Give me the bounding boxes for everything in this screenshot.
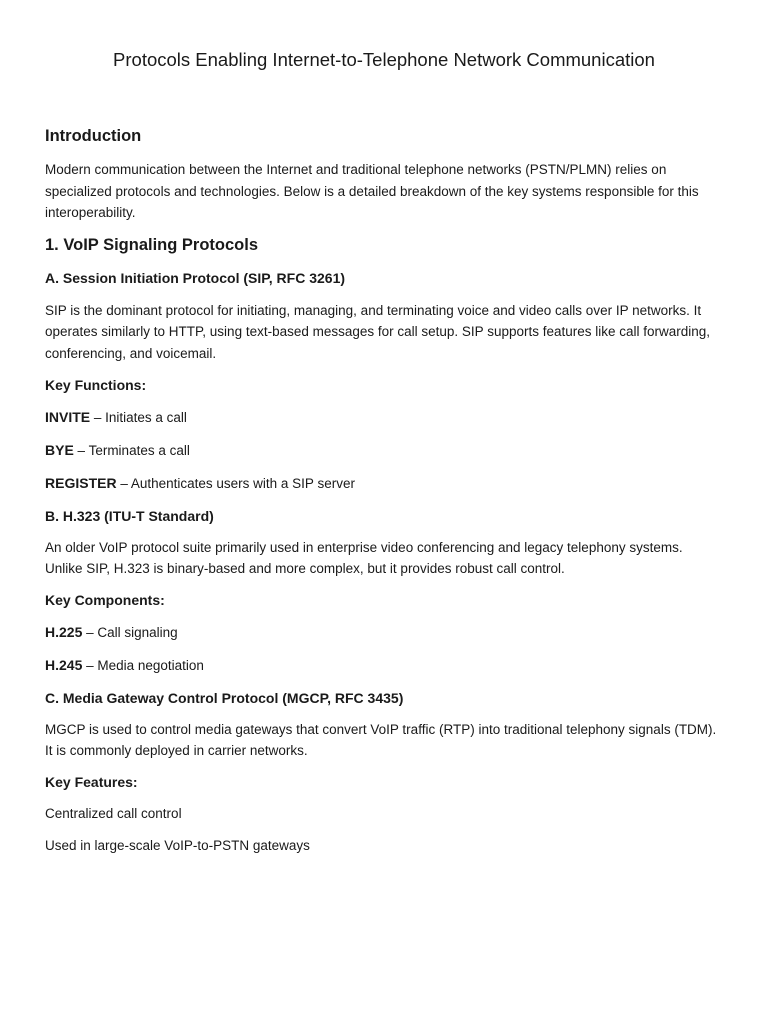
h323-component-desc: – Media negotiation [82,657,204,673]
h323-component-term: H.245 [45,656,83,673]
sip-key-functions-heading: Key Functions: [45,376,147,393]
voip-signaling-heading: 1. VoIP Signaling Protocols [45,235,259,254]
mgcp-key-features-heading: Key Features: [45,773,138,790]
sip-function-desc: – Initiates a call [90,409,187,425]
document-title: Protocols Enabling Internet-to-Telephone Network Communication [113,49,655,70]
h323-paragraph: An older VoIP protocol suite primarily used in enterprise video conferencing and legacy telephony systems. Unlike SIP, H.323 is binary-based and more complex, but it provides robust call control. [45,539,683,577]
h323-key-components-heading: Key Components: [45,591,165,608]
mgcp-paragraph: MGCP is used to control media gateways that convert VoIP traffic (RTP) into traditional telephony signals (TDM). It is commonly deployed in carrier networks. [45,721,717,759]
h323-component-desc: – Call signaling [82,624,178,640]
introduction-paragraph: Modern communication between the Internet and traditional telephone networks (PSTN/PLMN) relies on specialized protocols and technologies. Below is a detailed breakdown of the key systems responsible for this interoperability. [45,162,699,221]
h323-heading: B. H.323 (ITU-T Standard) [45,507,214,524]
mgcp-heading: C. Media Gateway Control Protocol (MGCP, RFC 3435) [45,689,404,706]
sip-function-term: BYE [45,441,74,458]
h323-component-item [45,655,723,676]
h323-component-term: H.225 [45,623,83,640]
sip-function-desc: – Terminates a call [73,442,190,458]
sip-paragraph: SIP is the dominant protocol for initiating, managing, and terminating voice and video calls over IP networks. It operates similarly to HTTP, using text-based messages for call setup. SIP supports features like call forwarding, conferencing, and voicemail. [45,302,711,361]
sip-function-term: REGISTER [45,474,117,491]
mgcp-feature-item: Centralized call control [45,805,182,821]
mgcp-feature-item: Used in large-scale VoIP-to-PSTN gateways [45,837,310,853]
sip-heading: A. Session Initiation Protocol (SIP, RFC 3261) [45,269,346,286]
h323-component-item [45,622,723,643]
sip-function-desc: – Authenticates users with a SIP server [116,475,355,491]
sip-function-item [45,473,723,494]
sip-function-term: INVITE [45,408,91,425]
sip-function-item [45,440,723,461]
sip-function-item [45,407,723,428]
introduction-heading: Introduction [45,127,142,145]
